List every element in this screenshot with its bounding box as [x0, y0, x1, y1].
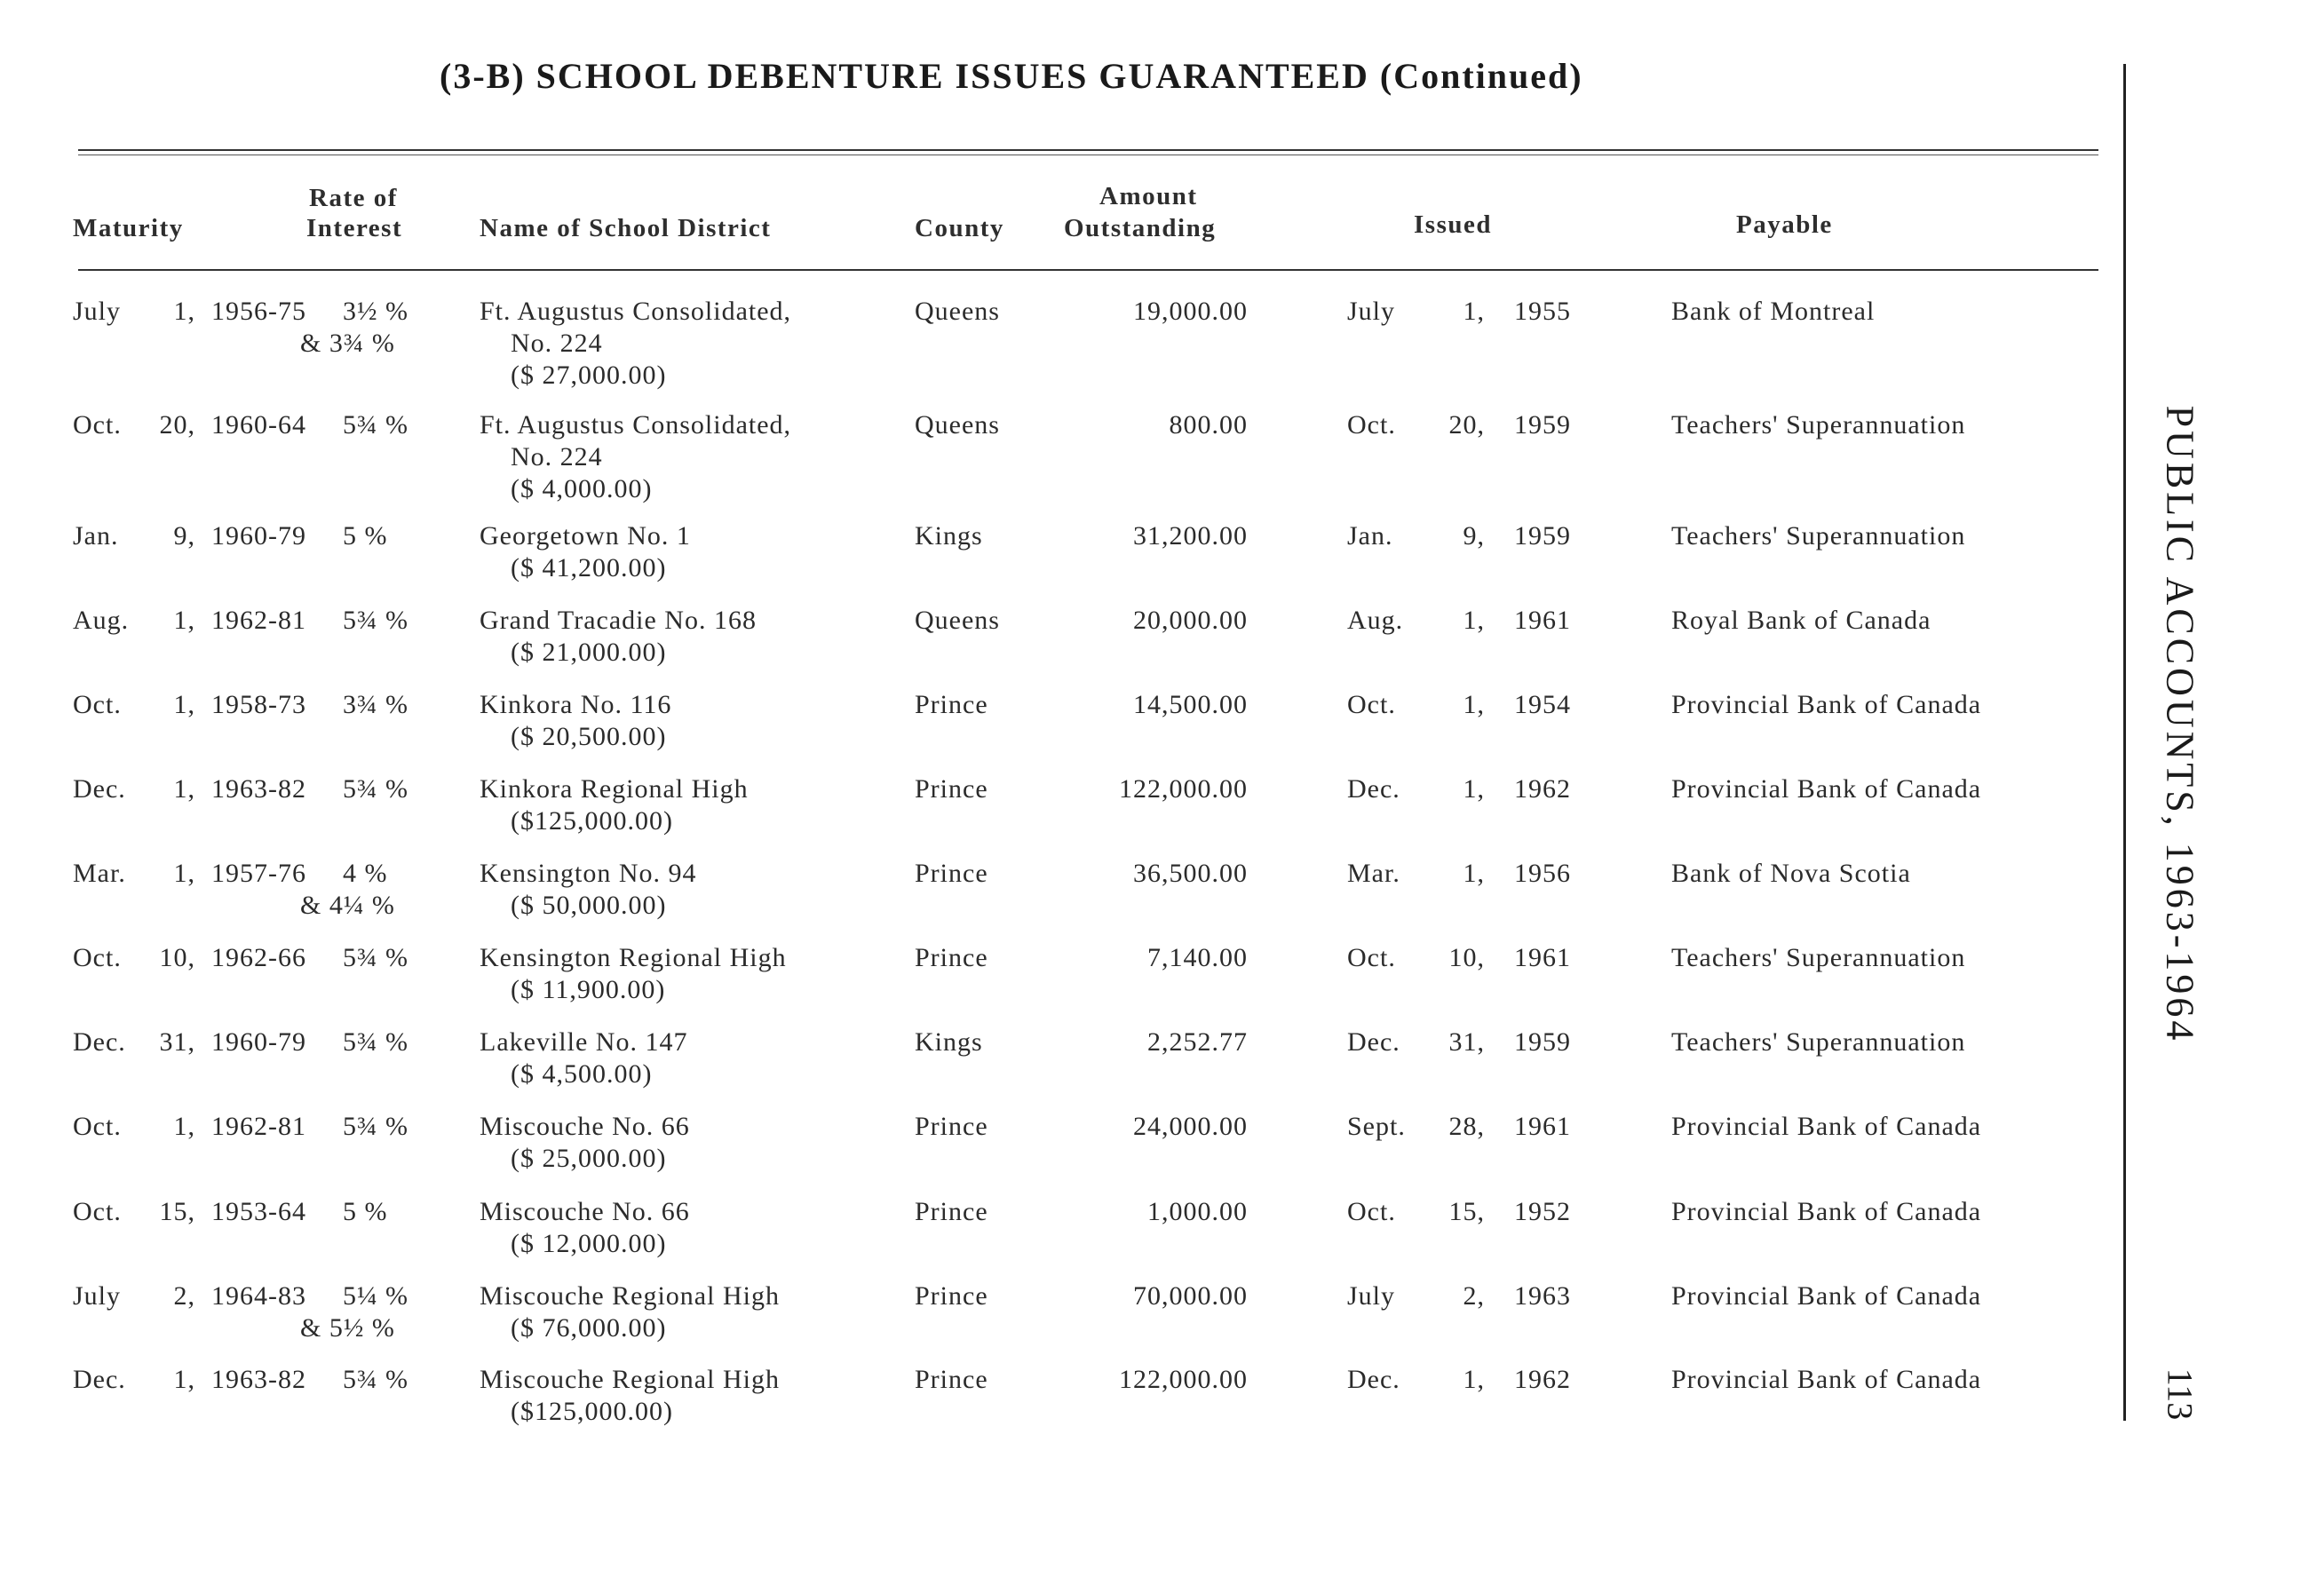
table-row — [0, 858, 2324, 938]
school-district-line2: ($ 41,200.00) — [511, 553, 667, 582]
issued-day: 1, — [1463, 774, 1485, 804]
school-district-name: Miscouche Regional High — [480, 1365, 780, 1394]
issued-day: 15, — [1448, 1197, 1485, 1226]
amount-outstanding: 122,000.00 — [1119, 774, 1248, 804]
payable-to: Provincial Bank of Canada — [1671, 690, 1982, 719]
school-district-name: Miscouche Regional High — [480, 1281, 780, 1311]
county: Prince — [915, 859, 988, 888]
payable-to: Bank of Montreal — [1671, 297, 1876, 326]
school-district-name: Grand Tracadie No. 168 — [480, 606, 757, 635]
maturity-years: 1960-64 — [211, 410, 306, 440]
maturity-month: Oct. — [73, 410, 122, 440]
amount-outstanding: 1,000.00 — [1147, 1197, 1248, 1226]
maturity-month: Jan. — [73, 521, 119, 551]
header-payable: Payable — [1736, 210, 1833, 239]
issued-year: 1955 — [1514, 297, 1571, 326]
issued-month: Mar. — [1347, 859, 1400, 888]
issued-day: 1, — [1463, 297, 1485, 326]
amount-outstanding: 2,252.77 — [1147, 1027, 1248, 1057]
maturity-month: Dec. — [73, 1027, 126, 1057]
issued-day: 31, — [1448, 1027, 1485, 1057]
issued-day: 1, — [1463, 690, 1485, 719]
issued-day: 1, — [1463, 859, 1485, 888]
payable-to: Teachers' Superannuation — [1671, 410, 1966, 440]
maturity-years: 1964-83 — [211, 1281, 306, 1311]
county: Prince — [915, 774, 988, 804]
maturity-day: 15, — [159, 1197, 195, 1226]
issued-year: 1962 — [1514, 774, 1571, 804]
maturity-years: 1963-82 — [211, 774, 306, 804]
maturity-years: 1962-81 — [211, 1112, 306, 1141]
school-district-name: Kinkora Regional High — [480, 774, 749, 804]
running-head: PUBLIC ACCOUNTS, 1963-1964 — [2158, 405, 2202, 1044]
school-district-name: Ft. Augustus Consolidated, — [480, 297, 792, 326]
school-district-name: Miscouche No. 66 — [480, 1197, 690, 1226]
maturity-years: 1962-81 — [211, 606, 306, 635]
payable-to: Provincial Bank of Canada — [1671, 1112, 1982, 1141]
school-district-line2: ($ 50,000.00) — [511, 891, 667, 920]
interest-rate-alt: & 3¾ % — [300, 329, 395, 358]
maturity-day: 9, — [173, 521, 195, 551]
amount-outstanding: 24,000.00 — [1133, 1112, 1248, 1141]
county: Prince — [915, 1197, 988, 1226]
payable-to: Teachers' Superannuation — [1671, 521, 1966, 551]
school-district-name: Ft. Augustus Consolidated, — [480, 410, 792, 440]
amount-outstanding: 36,500.00 — [1133, 859, 1248, 888]
issued-month: Aug. — [1347, 606, 1404, 635]
school-district-name: Kensington Regional High — [480, 943, 787, 972]
county: Queens — [915, 297, 1000, 326]
interest-rate: 5¾ % — [343, 410, 408, 440]
school-district-line2: ($ 11,900.00) — [511, 975, 666, 1004]
interest-rate: 5¼ % — [343, 1281, 408, 1311]
page-number: 113 — [2160, 1367, 2201, 1421]
interest-rate: 4 % — [343, 859, 388, 888]
issued-year: 1959 — [1514, 521, 1571, 551]
school-district-line2: ($ 25,000.00) — [511, 1144, 667, 1173]
issued-year: 1956 — [1514, 859, 1571, 888]
interest-rate: 5 % — [343, 1197, 388, 1226]
payable-to: Provincial Bank of Canada — [1671, 1365, 1982, 1394]
maturity-month: Dec. — [73, 1365, 126, 1394]
header-amount-line1: Amount — [1099, 182, 1198, 210]
issued-month: Dec. — [1347, 1027, 1400, 1057]
county: Prince — [915, 1281, 988, 1311]
header-school-district: Name of School District — [480, 214, 772, 242]
payable-to: Provincial Bank of Canada — [1671, 1281, 1982, 1311]
maturity-day: 1, — [173, 690, 195, 719]
amount-outstanding: 31,200.00 — [1133, 521, 1248, 551]
maturity-years: 1953-64 — [211, 1197, 306, 1226]
interest-rate: 5¾ % — [343, 1112, 408, 1141]
issued-month: Dec. — [1347, 1365, 1400, 1394]
maturity-month: Aug. — [73, 606, 130, 635]
issued-month: Oct. — [1347, 943, 1396, 972]
school-district-name: Kensington No. 94 — [480, 859, 697, 888]
table-row — [0, 942, 2324, 1022]
amount-outstanding: 19,000.00 — [1133, 297, 1248, 326]
interest-rate: 5¾ % — [343, 943, 408, 972]
maturity-month: Oct. — [73, 690, 122, 719]
payable-to: Provincial Bank of Canada — [1671, 774, 1982, 804]
interest-rate: 5¾ % — [343, 606, 408, 635]
county: Prince — [915, 690, 988, 719]
issued-month: Oct. — [1347, 1197, 1396, 1226]
table-row — [0, 1026, 2324, 1106]
interest-rate: 5¾ % — [343, 774, 408, 804]
issued-day: 20, — [1448, 410, 1485, 440]
maturity-day: 2, — [173, 1281, 195, 1311]
interest-rate: 5¾ % — [343, 1365, 408, 1394]
interest-rate: 5¾ % — [343, 1027, 408, 1057]
school-district-line2: No. 224 — [511, 442, 603, 472]
amount-outstanding: 14,500.00 — [1133, 690, 1248, 719]
maturity-years: 1962-66 — [211, 943, 306, 972]
issued-day: 1, — [1463, 606, 1485, 635]
issued-day: 28, — [1448, 1112, 1485, 1141]
issued-year: 1961 — [1514, 1112, 1571, 1141]
issued-month: Dec. — [1347, 774, 1400, 804]
amount-outstanding: 70,000.00 — [1133, 1281, 1248, 1311]
interest-rate: 3¾ % — [343, 690, 408, 719]
maturity-day: 31, — [159, 1027, 195, 1057]
maturity-years: 1956-75 — [211, 297, 306, 326]
page-title: (3-B) SCHOOL DEBENTURE ISSUES GUARANTEED (Continued) — [440, 56, 1583, 96]
issued-year: 1963 — [1514, 1281, 1571, 1311]
header-rate-line1: Rate of — [309, 184, 398, 212]
header-maturity: Maturity — [73, 214, 184, 242]
payable-to: Provincial Bank of Canada — [1671, 1197, 1982, 1226]
maturity-month: Oct. — [73, 1112, 122, 1141]
maturity-month: Mar. — [73, 859, 126, 888]
issued-year: 1954 — [1514, 690, 1571, 719]
table-row — [0, 296, 2324, 390]
issued-month: Sept. — [1347, 1112, 1406, 1141]
county: Prince — [915, 1112, 988, 1141]
interest-rate: 5 % — [343, 521, 388, 551]
issued-year: 1962 — [1514, 1365, 1571, 1394]
issued-day: 9, — [1463, 521, 1485, 551]
maturity-day: 1, — [173, 1112, 195, 1141]
payable-to: Teachers' Superannuation — [1671, 1027, 1966, 1057]
school-district-line2: ($ 12,000.00) — [511, 1229, 667, 1258]
table-row — [0, 773, 2324, 853]
maturity-day: 20, — [159, 410, 195, 440]
maturity-years: 1960-79 — [211, 521, 306, 551]
county: Prince — [915, 1365, 988, 1394]
amount-outstanding: 800.00 — [1169, 410, 1248, 440]
maturity-month: Dec. — [73, 774, 126, 804]
issued-year: 1952 — [1514, 1197, 1571, 1226]
amount-outstanding: 122,000.00 — [1119, 1365, 1248, 1394]
interest-rate-alt: & 5½ % — [300, 1313, 395, 1343]
maturity-day: 1, — [173, 1365, 195, 1394]
school-district-name: Kinkora No. 116 — [480, 690, 672, 719]
county: Kings — [915, 521, 983, 551]
maturity-years: 1963-82 — [211, 1365, 306, 1394]
maturity-years: 1958-73 — [211, 690, 306, 719]
maturity-month: Oct. — [73, 1197, 122, 1226]
amount-outstanding: 20,000.00 — [1133, 606, 1248, 635]
issued-month: Oct. — [1347, 410, 1396, 440]
table-row — [0, 689, 2324, 769]
maturity-day: 1, — [173, 606, 195, 635]
maturity-day: 10, — [159, 943, 195, 972]
school-district-line2: ($ 20,500.00) — [511, 722, 667, 751]
issued-year: 1959 — [1514, 1027, 1571, 1057]
school-district-line2: ($ 76,000.00) — [511, 1313, 667, 1343]
school-district-line2: ($125,000.00) — [511, 1397, 673, 1426]
maturity-years: 1960-79 — [211, 1027, 306, 1057]
payable-to: Teachers' Superannuation — [1671, 943, 1966, 972]
school-district-name: Miscouche No. 66 — [480, 1112, 690, 1141]
school-district-name: Lakeville No. 147 — [480, 1027, 688, 1057]
school-district-line2: ($ 21,000.00) — [511, 638, 667, 667]
county: Queens — [915, 606, 1000, 635]
amount-outstanding: 7,140.00 — [1147, 943, 1248, 972]
header-county: County — [915, 214, 1004, 242]
issued-month: July — [1347, 1281, 1396, 1311]
margin-rule — [2123, 64, 2126, 1421]
school-district-line2: No. 224 — [511, 329, 603, 358]
maturity-years: 1957-76 — [211, 859, 306, 888]
interest-rate: 3½ % — [343, 297, 408, 326]
header-amount-line2: Outstanding — [1064, 214, 1217, 242]
table-row — [0, 520, 2324, 600]
issued-year: 1961 — [1514, 943, 1571, 972]
school-district-line2: ($ 4,500.00) — [511, 1059, 653, 1089]
county: Queens — [915, 410, 1000, 440]
issued-month: Jan. — [1347, 521, 1393, 551]
table-row — [0, 1111, 2324, 1191]
issued-year: 1959 — [1514, 410, 1571, 440]
maturity-day: 1, — [173, 774, 195, 804]
table-row — [0, 1280, 2324, 1360]
school-district-name: Georgetown No. 1 — [480, 521, 691, 551]
maturity-day: 1, — [173, 859, 195, 888]
issued-month: July — [1347, 297, 1396, 326]
payable-to: Royal Bank of Canada — [1671, 606, 1931, 635]
maturity-month: July — [73, 1281, 122, 1311]
issued-day: 1, — [1463, 1365, 1485, 1394]
table-row — [0, 605, 2324, 685]
school-district-line3: ($ 4,000.00) — [511, 474, 653, 503]
table-row — [0, 1196, 2324, 1276]
header-rate-line2: Interest — [306, 214, 403, 242]
payable-to: Bank of Nova Scotia — [1671, 859, 1911, 888]
issued-day: 2, — [1463, 1281, 1485, 1311]
maturity-month: July — [73, 297, 122, 326]
school-district-line2: ($125,000.00) — [511, 806, 673, 836]
interest-rate-alt: & 4¼ % — [300, 891, 395, 920]
header-issued: Issued — [1414, 210, 1492, 239]
issued-day: 10, — [1448, 943, 1485, 972]
county: Prince — [915, 943, 988, 972]
issued-year: 1961 — [1514, 606, 1571, 635]
maturity-month: Oct. — [73, 943, 122, 972]
table-row — [0, 409, 2324, 503]
table-row — [0, 1364, 2324, 1444]
school-district-line3: ($ 27,000.00) — [511, 361, 667, 390]
issued-month: Oct. — [1347, 690, 1396, 719]
maturity-day: 1, — [173, 297, 195, 326]
county: Kings — [915, 1027, 983, 1057]
